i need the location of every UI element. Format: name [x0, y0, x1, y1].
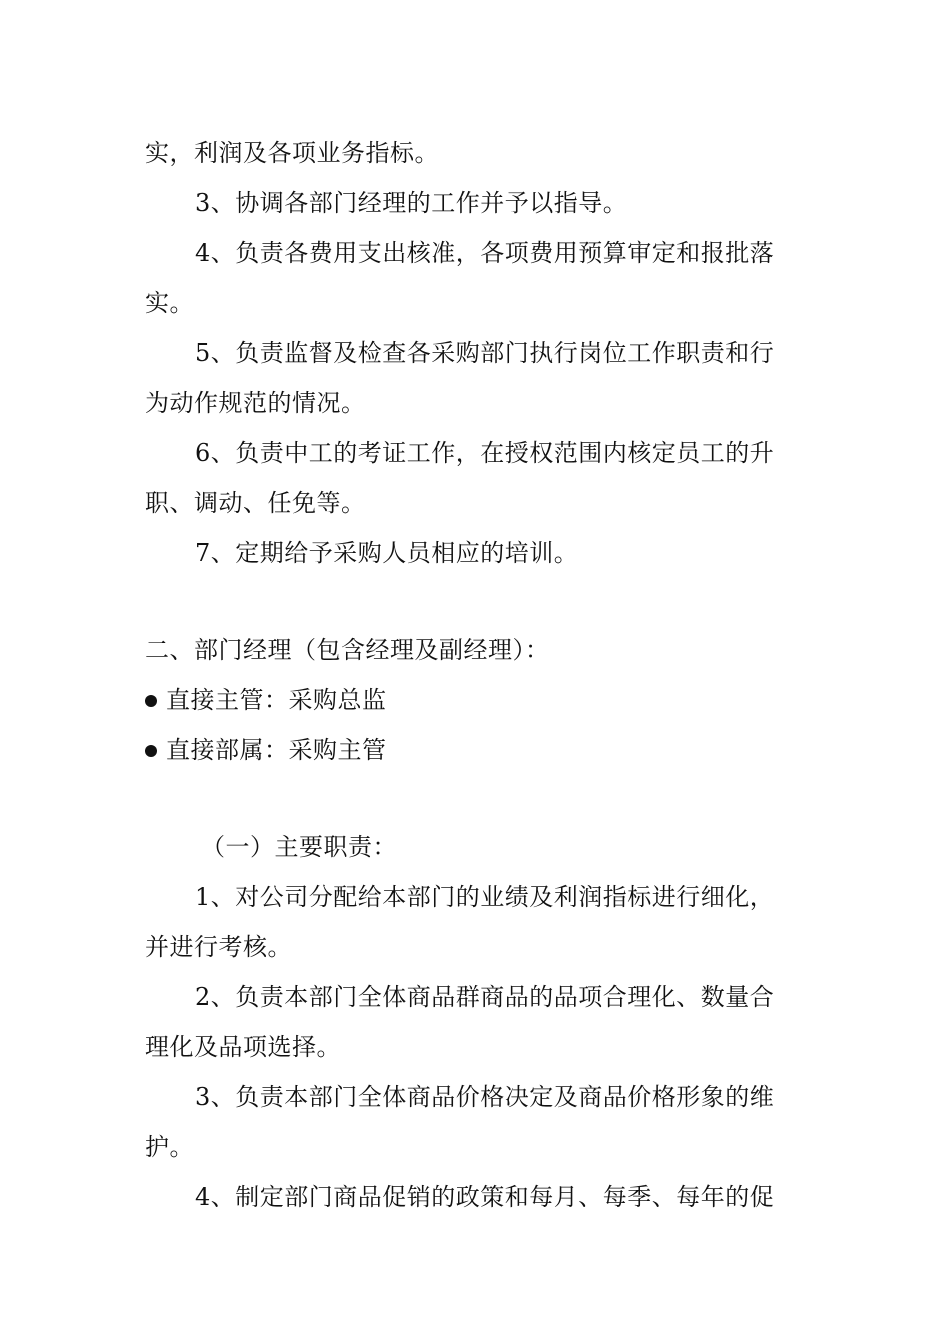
bullet-text: 直接部属：采购主管 — [166, 736, 387, 764]
text-line: 6、负责中工的考证工作，在授权范围内核定员工的升 — [195, 439, 775, 467]
paragraph-gap — [145, 578, 805, 625]
text-line: 职、调动、任免等。 — [145, 489, 366, 517]
text-line: 4、制定部门商品促销的政策和每月、每季、每年的促 — [195, 1183, 775, 1211]
text-line: 3、负责本部门全体商品价格决定及商品价格形象的维 — [195, 1083, 775, 1111]
section-heading: 二、部门经理（包含经理及副经理）： — [145, 636, 550, 664]
paragraph-gap — [145, 775, 805, 822]
text-line: 为动作规范的情况。 — [145, 389, 366, 417]
bullet-item — [145, 725, 805, 775]
text-line: 护。 — [145, 1133, 194, 1161]
document-page — [145, 128, 805, 1222]
bullet-icon — [145, 695, 157, 707]
bullet-text: 直接主管：采购总监 — [166, 686, 387, 714]
text-line: 2、负责本部门全体商品群商品的品项合理化、数量合 — [195, 983, 775, 1011]
bullet-icon — [145, 745, 157, 757]
text-line: 实。 — [145, 289, 194, 317]
subsection-heading: （一）主要职责： — [201, 833, 397, 861]
text-line: 3、协调各部门经理的工作并予以指导。 — [195, 189, 628, 217]
text-line: 1、对公司分配给本部门的业绩及利润指标进行细化， — [195, 883, 775, 911]
text-line: 实，利润及各项业务指标。 — [145, 139, 439, 167]
text-line: 并进行考核。 — [145, 933, 292, 961]
text-line: 4、负责各费用支出核准，各项费用预算审定和报批落 — [195, 239, 775, 267]
text-line: 5、负责监督及检查各采购部门执行岗位工作职责和行 — [195, 339, 775, 367]
bullet-item — [145, 675, 805, 725]
text-line: 理化及品项选择。 — [145, 1033, 341, 1061]
text-line: 7、定期给予采购人员相应的培训。 — [195, 539, 579, 567]
